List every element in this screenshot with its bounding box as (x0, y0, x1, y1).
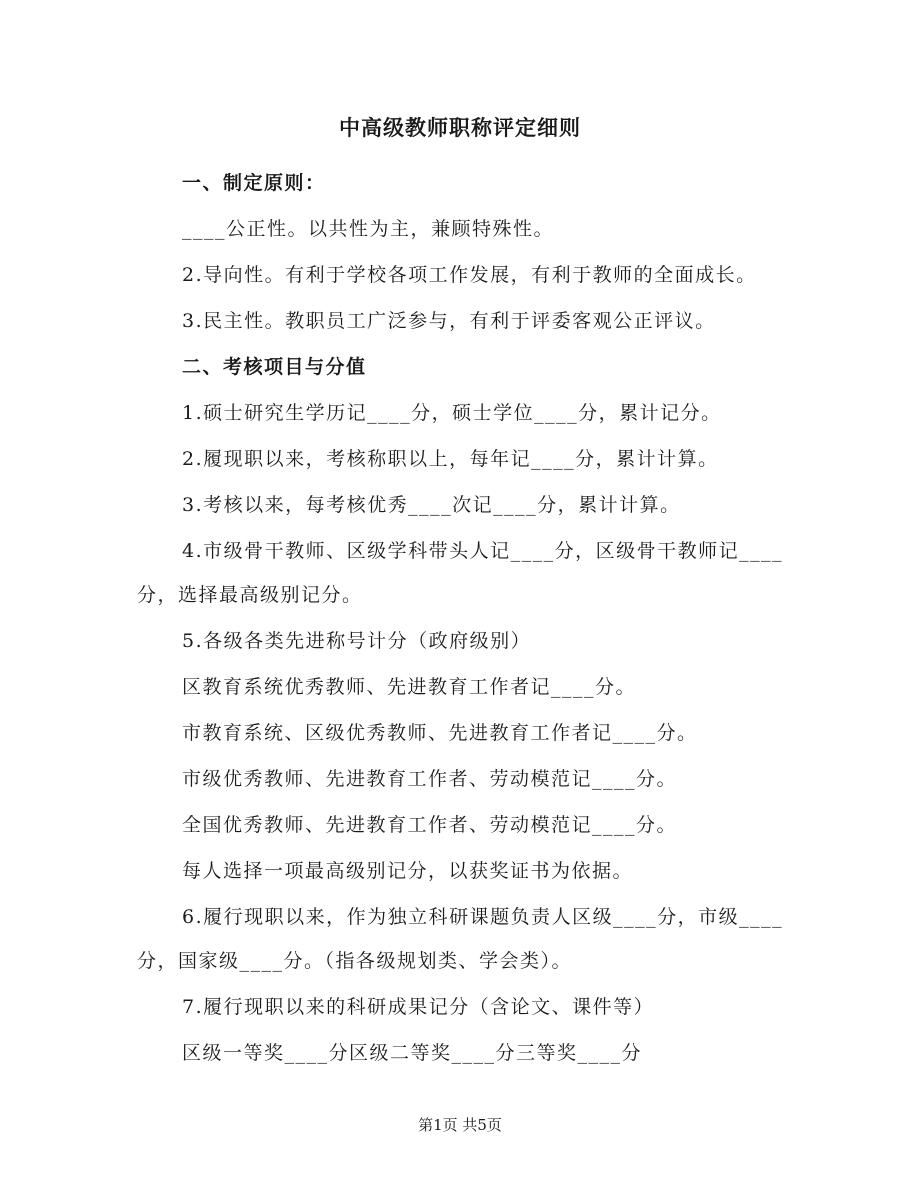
item-4-line-2: 分，选择最高级别记分。 (137, 584, 363, 606)
item-6-line-2: 分，国家级____分。（指各级规划类、学会类）。 (137, 950, 573, 972)
item-5-municipal: 市级优秀教师、先进教育工作者、劳动模范记____分。 (182, 768, 678, 790)
item-6-line-1: 6.履行现职以来，作为独立科研课题负责人区级____分，市级____ (182, 906, 784, 928)
item-2: 2.履现职以来，考核称职以上，每年记____分，累计计算。 (182, 448, 719, 470)
principle-3: 3.民主性。教职员工广泛参与，有利于评委客观公正评议。 (182, 310, 716, 332)
item-5-city: 市教育系统、区级优秀教师、先进教育工作者记____分。 (182, 722, 698, 744)
principle-1: ____公正性。以共性为主，兼顾特殊性。 (182, 218, 555, 240)
item-7-awards: 区级一等奖____分区级二等奖____分三等奖____分 (182, 1042, 643, 1064)
item-4-line-1: 4.市级骨干教师、区级学科带头人记____分，区级骨干教师记____ (182, 540, 784, 562)
item-5: 5.各级各类先进称号计分（政府级别） (182, 630, 532, 652)
section-heading-items: 二、考核项目与分值 (182, 356, 367, 378)
item-1: 1.硕士研究生学历记____分，硕士学位____分，累计记分。 (182, 402, 722, 424)
item-5-district: 区教育系统优秀教师、先进教育工作者记____分。 (182, 676, 637, 698)
item-5-national: 全国优秀教师、先进教育工作者、劳动模范记____分。 (182, 814, 678, 836)
item-5-note: 每人选择一项最高级别记分，以获奖证书为依据。 (182, 860, 634, 882)
principle-2: 2.导向性。有利于学校各项工作发展，有利于教师的全面成长。 (182, 264, 757, 286)
item-3: 3.考核以来，每考核优秀____次记____分，累计计算。 (182, 494, 681, 516)
document-title: 中高级教师职称评定细则 (339, 115, 581, 140)
page-footer: 第1页 共5页 (418, 1116, 502, 1134)
item-7: 7.履行现职以来的科研成果记分（含论文、课件等） (182, 996, 655, 1018)
section-heading-principles: 一、制定原则： (182, 172, 326, 194)
